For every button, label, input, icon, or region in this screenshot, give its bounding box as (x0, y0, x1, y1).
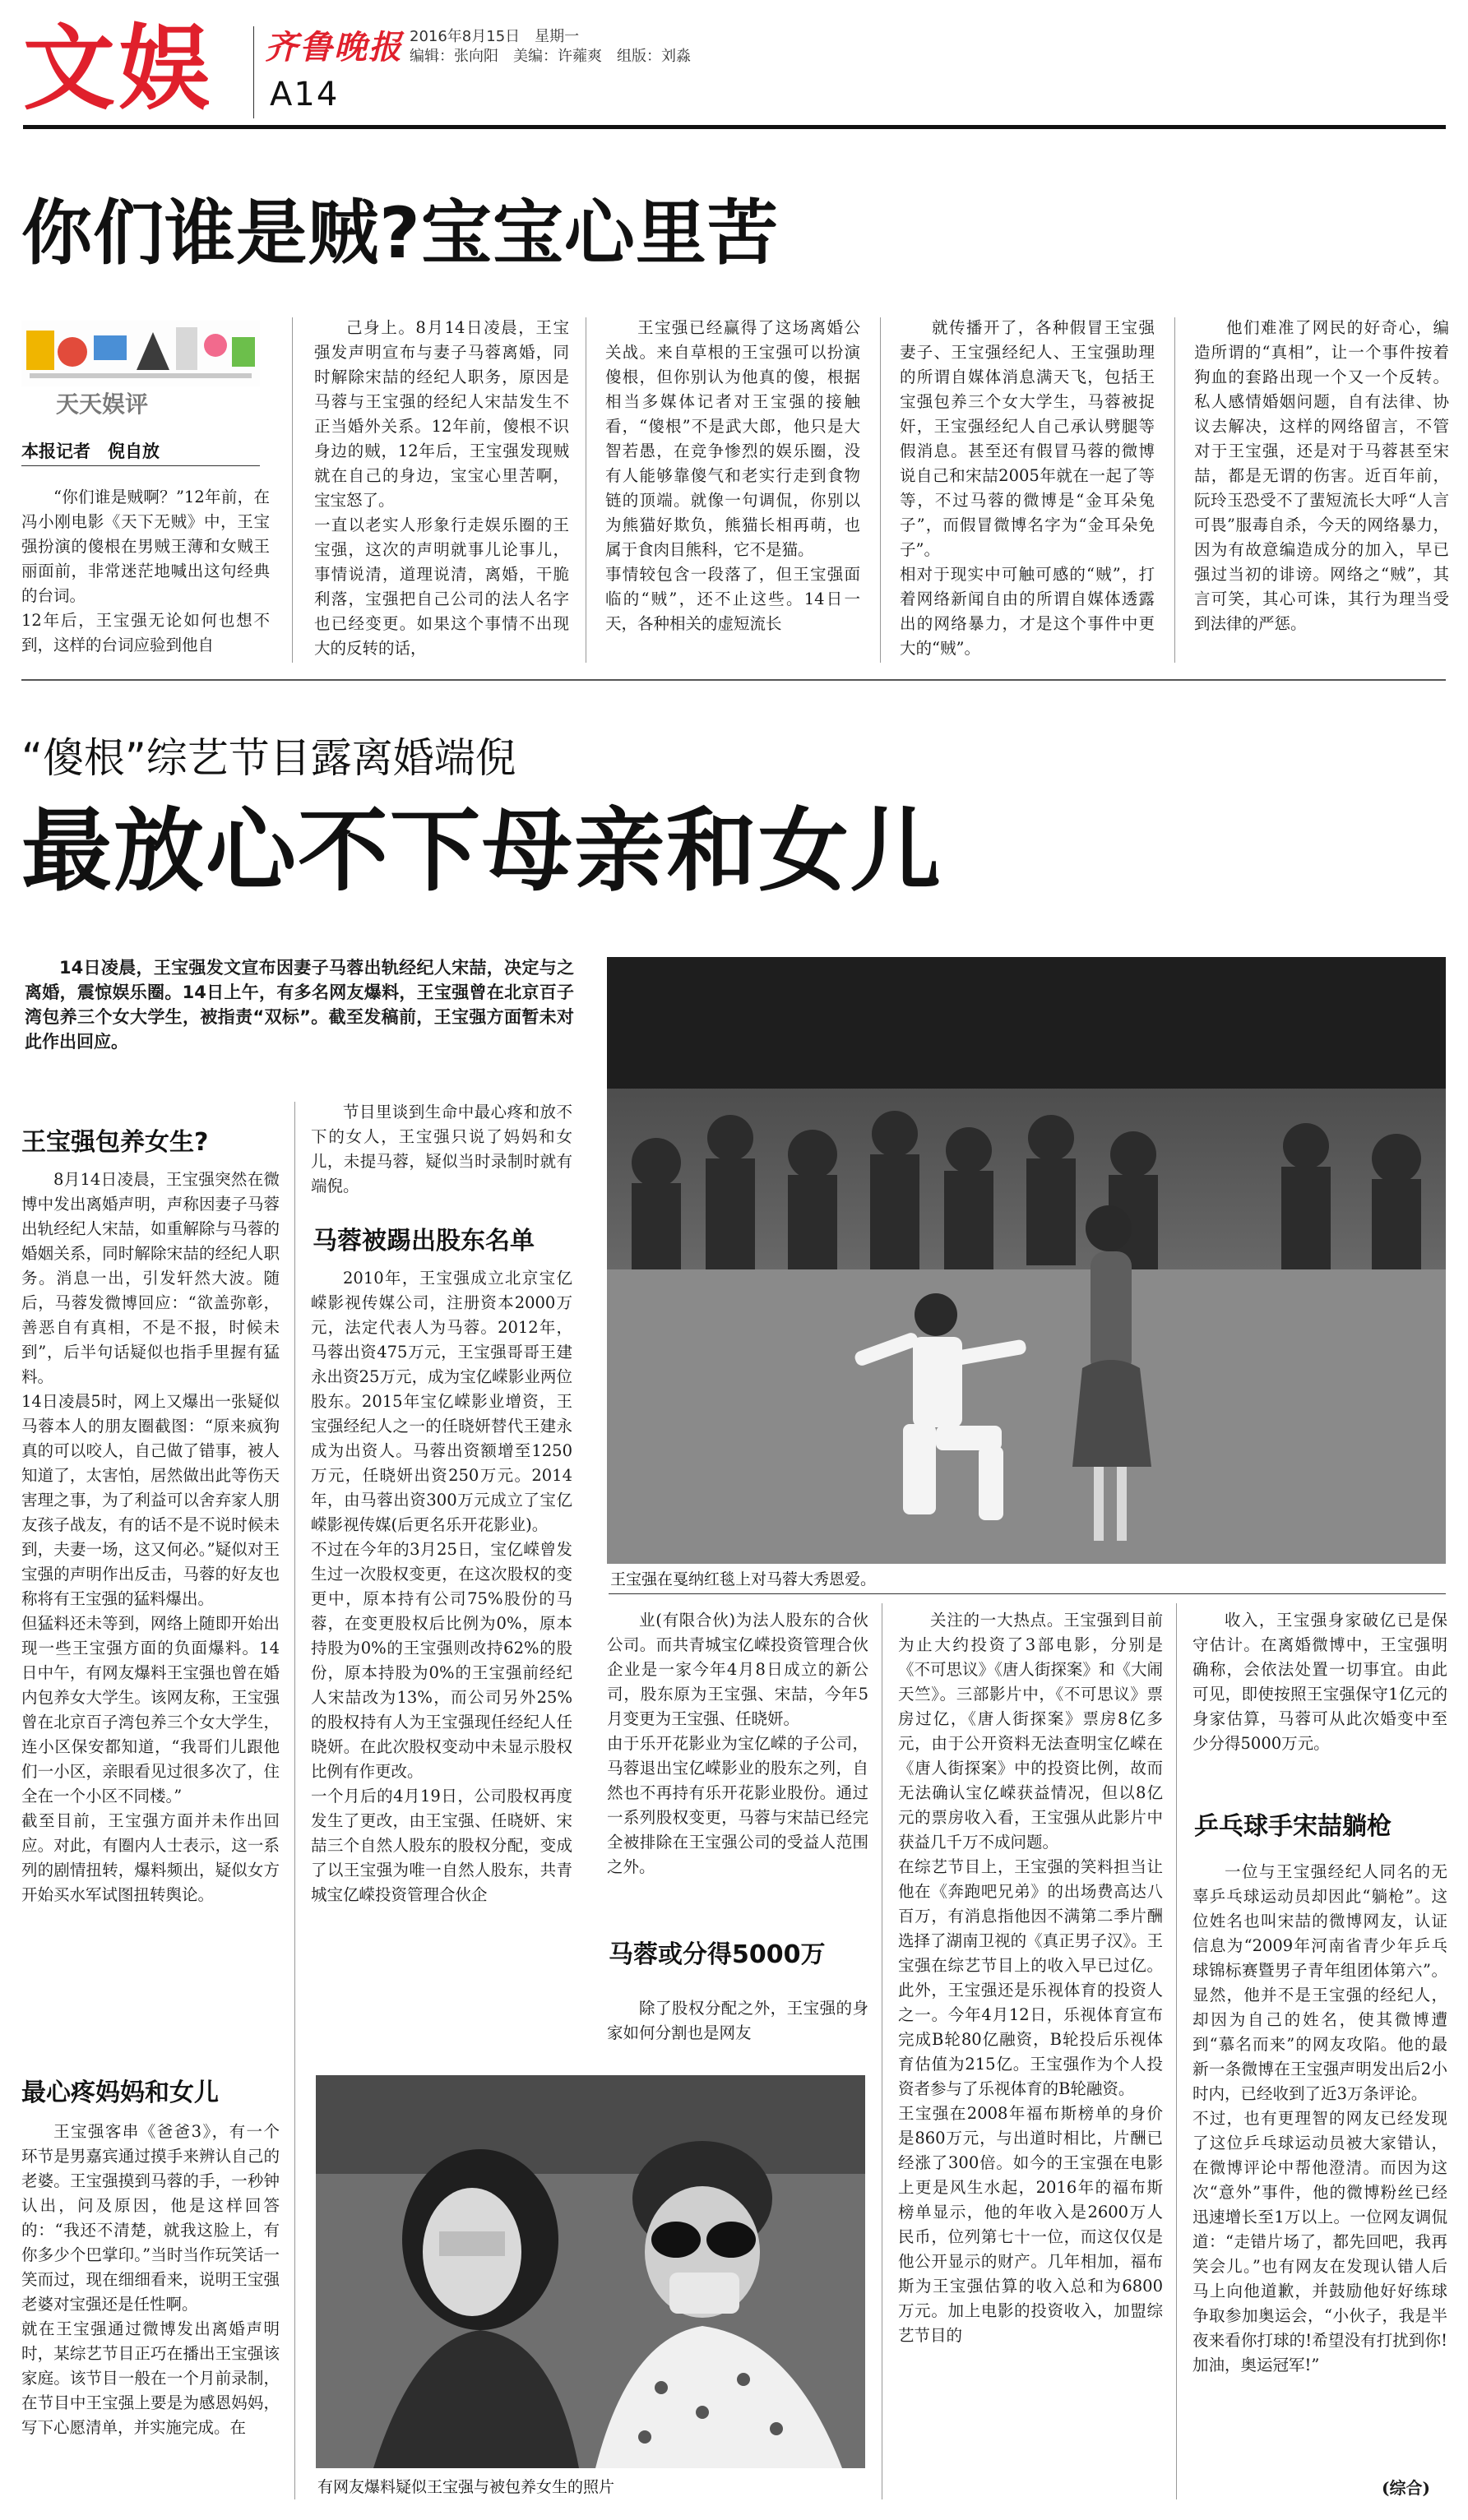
column-logo-label: 天天娱评 (56, 391, 149, 418)
subhead-3: 最心疼妈妈和女儿 (21, 2078, 219, 2107)
headline-2: 最放心不下母亲和女儿 (21, 798, 942, 904)
subhead-1: 王宝强包养女生? (21, 1128, 209, 1157)
caption-rule (609, 1593, 1446, 1594)
masthead-divider (253, 26, 254, 118)
col-divider (880, 317, 881, 663)
issue-date: 2016年8月15日 星期一 (410, 28, 580, 45)
article2-col-5b: 一位与王宝强经纪人同名的无辜乒乓球运动员却因此“躺枪”。这位姓名也叫宋喆的微博网友，认证信息为“2009年河南省青少年乒乓球锦标赛暨男子青年组团体第六”。显然，他并不是王宝强的经纪人，却因为自己的姓名，使其微博遭到“慕名而来”的网友攻陷。他的最新一条微博在王宝强声明发出后2小时内，已经收到了近3万条评论。 不过，也有更理智的网友已经发现了这位乒乓球运动员被大家错认，在微博评论中帮他澄清。而因为这次“意外”事件，他的微博粉丝已经迅速增长至1万以上。一位网友调侃道：“走错片场了，都先回吧，我再笑会儿。”也有网友在发现认错人后马上向他道歉，并鼓励他好好练球争取参加奥运会，“小伙子，我是半夜来看你打球的!希望没有打扰到你!加油，奥运冠军!” (1192, 1862, 1447, 2374)
article1-col-3: 王宝强已经赢得了这场离婚公关战。来自草根的王宝强可以扮演傻根，但你别认为他真的傻，根据相当多媒体记者对王宝强的接触看，“傻根”不是武大郎，他只是大智若愚，在竞争惨烈的娱乐圈，没有人能够靠傻气和老实行走到食物链的顶端。就像一句调侃，你别以为熊猫好欺负，熊猫长相再萌，也属于食肉目熊科，它不是猫。 事情较包含一段落了，但王宝强面临的“贼”，还不止这些。14日一天，各种相关的虚短流长 (605, 318, 860, 633)
paper-logo: 齐鲁晚报 (265, 28, 403, 67)
collage-illustration (21, 321, 260, 386)
article2-col-5a: 收入，王宝强身家破亿已是保守估计。在离婚微博中，王宝强明确称，会依法处置一切事宜。由此可见，即使按照王宝强保守1亿元的身家估算，马蓉可从此次婚变中至少分得5000万元。 (1192, 1611, 1447, 1753)
article1-col-1: “你们谁是贼啊？”12年前，在冯小刚电影《天下无贼》中，王宝强扮演的傻根在男贼王薄和女贼王丽面前，非常迷茫地喊出这句经典的台词。 12年后，王宝强无论如何也想不到，这样的台词应验到他自 (21, 488, 270, 654)
column-logo (21, 321, 260, 424)
subhead-2: 马蓉被踢出股东名单 (313, 1227, 535, 1255)
article1-col-5: 他们难准了网民的好奇心，编造所谓的“真相”，让一个事件按着狗血的套路出现一个又一个反转。私人感情婚姻问题，自有法律、协议去解决，这样的网络留言，不管对于王宝强，还是对于马蓉甚至宋喆，都是无谓的伤害。近百年前，阮玲玉恐受不了蜚短流长大呼“人言可畏”服毒自杀，今天的网络暴力，因为有故意编造成分的加入，早已强过当初的诽谤。网络之“贼”，其言可笑，其心可诛，其行为理当受到法律的严惩。 (1194, 318, 1449, 633)
article2-col-3b: 除了股权分配之外，王宝强的身家如何分割也是网友 (607, 1999, 868, 2042)
article2-col-4: 关注的一大热点。王宝强到目前为止大约投资了3部电影，分别是《不可思议》《唐人街探案》和《大闹天竺》。三部影片中，《不可思议》票房过亿，《唐人街探案》票房8亿多元，由于公开资料无法查明宝亿嵘在《唐人街探案》中的投资比例，故而无法确认宝亿嵘获益情况，但以8亿元的票房收入看，王宝强从此影片中获益几千万不成问题。 在综艺节目上，王宝强的笑料担当让他在《奔跑吧兄弟》的出场费高达八百万，有消息指他因不满第二季片酬选择了湖南卫视的《真正男子汉》。王宝强在综艺节目上的收入早已过亿。此外，王宝强还是乐视体育的投资人之一。今年4月12日，乐视体育宣布完成B轮80亿融资，B轮投后乐视体育估值为215亿。王宝强作为个人投资者参与了乐视体育的B轮融资。 王宝强在2008年福布斯榜单的身价是860万元，与出道时相比，片酬已经涨了300倍。如今的王宝强在电影上更是风生水起，2016年的福布斯榜单显示，他的年收入是2600万人民币，位列第七十一位，而这仅仅是他公开显示的财产。几年相加，福布斯为王宝强估算的收入总和为6800万元。加上电影的投资收入，加盟综艺节目的 (898, 1611, 1163, 2345)
subhead-5: 乒乓球手宋喆躺枪 (1194, 1812, 1392, 1841)
byline: 本报记者 倪自放 (21, 442, 160, 461)
section-divider (21, 679, 1446, 681)
article2-col-2b: 2010年，王宝强成立北京宝亿嵘影视传媒公司，注册资本2000万元，法定代表人为马蓉。2012年，马蓉出资475万元，王宝强哥哥王建永出资25万元，成为宝亿嵘影业两位股东。2015年宝亿嵘影业增资，王宝强经纪人之一的任晓妍替代王建永成为出资人。马蓉出资额增至1250万元，任晓妍出资250万元。2014年，由马蓉出资300万元成立了宝亿嵘影视传媒(后更名乐开花影业)。 不过在今年的3月25日，宝亿嵘曾发生过一次股权变更，在这次股权的变更中，原本持有公司75%股份的马蓉，在变更股权后比例为0%，原本持股为0%的王宝强则改持62%的股份，原本持股为0%的王宝强前经纪人宋喆改为13%，而公司另外25%的股权持有人为王宝强现任经纪人任晓妍。在此次股权变动中未显示股权比例有作更改。 一个月后的4月19日，公司股权再度发生了更改，由王宝强、任晓妍、宋喆三个自然人股东的股权分配，变成了以王宝强为唯一自然人股东，共青城宝亿嵘投资管理合伙企 (311, 1269, 572, 1904)
article-end-mark: (综合) (1382, 2478, 1430, 2498)
col-divider (1174, 317, 1175, 663)
article2-col-3a: 业(有限合伙)为法人股东的合伙公司。而共青城宝亿嵘投资管理合伙企业是一家今年4月8日成立的新公司，股东原为王宝强、宋喆，今年5月变更为王宝强、任晓妍。 由于乐开花影业为宝亿嵘的子公司，马蓉退出宝亿嵘影业的股东之列，自然也不再持有乐开花影业股份。通过一系列股权变更，马蓉与宋喆已经完全被排除在王宝强公司的受益人范围之外。 (607, 1611, 868, 1876)
photo-red-carpet (607, 957, 1446, 1564)
col-divider (292, 317, 293, 663)
masthead-rule (23, 125, 1446, 129)
photo-caption-1: 王宝强在戛纳红毯上对马蓉大秀恩爱。 (610, 1570, 877, 1588)
headline-1: 你们谁是贼?宝宝心里苦 (21, 192, 779, 275)
page-number: A14 (270, 76, 340, 113)
article1-col-4: 就传播开了，各种假冒王宝强妻子、王宝强经纪人、王宝强助理的所谓自媒体消息满天飞，包括王宝强包养三个女大学生，马蓉被捉奸，王宝强经纪人自己承认劈腿等假消息。甚至还有假冒马蓉的微博说自己和宋喆2005年就在一起了等等，不过马蓉的微博是“金耳朵兔子”，而假冒微博名字为“金耳朵免子”。 相对于现实中可触可感的“贼”，打着网络新闻自由的所谓自媒体透露出的网络暴力，才是这个事件中更大的“贼”。 (900, 318, 1155, 658)
article2-col-2a: 节目里谈到生命中最心疼和放不下的女人，王宝强只说了妈妈和女儿，未提马蓉，疑似当时录制时就有端倪。 (311, 1103, 572, 1195)
col-divider (1176, 1603, 1177, 2499)
subhead-4: 马蓉或分得5000万 (609, 1940, 826, 1969)
byline-rule (21, 465, 260, 466)
article2-col-1b: 王宝强客串《爸爸3》，有一个环节是男嘉宾通过摸手来辨认自己的老婆。王宝强摸到马蓉的手，一秒钟认出，问及原因，他是这样回答的：“我还不清楚，就我这脸上，有你多少个巴掌印。”当时当作玩笑话一笑而过，现在细细看来，说明王宝强老婆对宝强还是任性啊。 就在王宝强通过微博发出离婚声明时，某综艺节目正巧在播出王宝强该家庭。该节目一般在一个月前录制，在节目中王宝强上要是为感恩妈妈，写下心愿清单，并实施完成。在 (21, 2122, 280, 2437)
headline-2-kicker: “傻根”综艺节目露离婚端倪 (21, 734, 516, 782)
photo-selfie (316, 2075, 865, 2468)
article2-col-1a: 8月14日凌晨，王宝强突然在微博中发出离婚声明，声称因妻子马蓉出轨经纪人宋喆，如重解除与马蓉的婚姻关系，同时解除宋喆的经纪人职务。消息一出，引发轩然大波。随后，马蓉发微博回应：“欲盖弥彰，善恶自有真相，不是不报，时候未到”，后半句话疑似也指手里握有猛料。 14日凌晨5时，网上又爆出一张疑似马蓉本人的朋友圈截图：“原来疯狗真的可以咬人，自己做了错事，被人知道了，太害怕，居然做出此等伤天害理之事，为了利益可以舍弃家人朋友孩子战友，有的话不是不说时候未到，夫妻一场，这又何必。”疑似对王宝强的声明作出反击，马蓉的好友也称将有王宝强的猛料爆出。 但猛料还未等到，网络上随即开始出现一些王宝强方面的负面爆料。14日中午，有网友爆料王宝强也曾在婚内包养女大学生。该网友称，王宝强曾在北京百子湾包养三个女大学生，连小区保安都知道，“我哥们儿跟他们一小区，亲眼看见过很多次了，住全在一个小区不同楼。” 截至目前，王宝强方面并未作出回应。对此，有圈内人士表示，这一系列的剧情扭转，爆料频出，疑似女方开始买水军试图扭转舆论。 (21, 1170, 280, 1904)
photo-caption-2: 有网友爆料疑似王宝强与被包养女生的照片 (317, 2478, 615, 2496)
page-credits: 编辑：张向阳 美编：许蕹爽 组版：刘淼 (410, 48, 691, 65)
col-divider (294, 1102, 295, 2499)
section-title: 文娱 (23, 16, 214, 123)
article1-col-2: 己身上。8月14日凌晨，王宝强发声明宣布与妻子马蓉离婚，同时解除宋喆的经纪人职务，原因是马蓉与王宝强的经纪人宋喆发生不正当婚外关系。12年前，傻根不识身边的贼，12年后，王宝强发现贼就在自己的身边，宝宝心里苦啊，宝宝怒了。 一直以老实人形象行走娱乐圈的王宝强，这次的声明就事儿论事儿，事情说清，道理说清，离婚，干脆利落，宝强把自己公司的法人名字也已经变更。如果这个事情不出现大的反转的话， (314, 318, 569, 658)
lead-paragraph: 14日凌晨，王宝强发文宣布因妻子马蓉出轨经纪人宋喆，决定与之离婚，震惊娱乐圈。14日上午，有多名网友爆料，王宝强曾在北京百子湾包养三个女大学生，被指责“双标”。截至发稿前，王宝强方面暂未对此作出回应。 (25, 958, 574, 1052)
